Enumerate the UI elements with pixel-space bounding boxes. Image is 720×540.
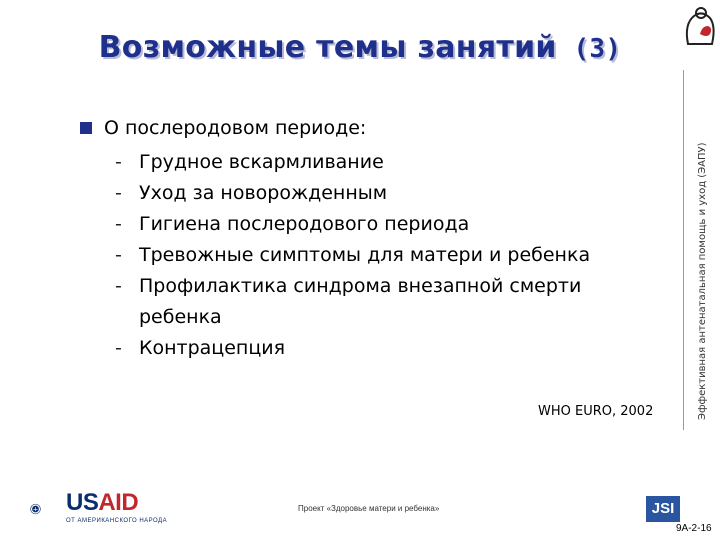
dash-icon: - [115, 337, 122, 359]
usaid-tagline: ОТ АМЕРИКАНСКОГО НАРОДА [66, 518, 168, 524]
dash-icon: - [115, 275, 122, 297]
main-bullet-text: О послеродовом периоде: [104, 117, 367, 139]
project-name: Проект «Здоровье матери и ребенка» [298, 504, 440, 513]
side-divider [683, 70, 684, 430]
main-bullet [80, 117, 680, 139]
dash-icon: - [115, 213, 122, 235]
slide-number: 9A-2-16 [676, 523, 712, 534]
list-item: - Грудное вскармливание [115, 147, 680, 178]
dash-icon: - [115, 182, 122, 204]
side-caption: Эффективная антенатальная помощь и уход (ЭАПУ) [697, 142, 708, 420]
list-item: - Гигиена послеродового периода [115, 209, 680, 240]
square-bullet-icon [80, 122, 92, 134]
jsi-logo: JSI [646, 496, 680, 522]
source-citation: WHO EURO, 2002 [538, 404, 654, 419]
list-item: - Профилактика синдрома внезапной смерти [115, 271, 680, 302]
list-item-continuation: ребенка [139, 306, 222, 328]
usaid-logo: USAID [66, 489, 139, 516]
list-item: - Уход за новорожденным [115, 178, 680, 209]
mother-child-logo-icon [680, 4, 720, 48]
slide-title-text: Возможные темы занятий [98, 30, 557, 65]
slide-body [80, 117, 680, 364]
dash-icon: - [115, 244, 122, 266]
topic-list [80, 147, 680, 364]
list-item: - Контрацепция [115, 333, 680, 364]
list-item: - Тревожные симптомы для матери и ребенка [115, 240, 680, 271]
dash-icon: - [115, 151, 122, 173]
usaid-seal-icon [30, 490, 66, 528]
slide-title-number: (3) [573, 34, 622, 64]
slide-title [0, 30, 720, 65]
